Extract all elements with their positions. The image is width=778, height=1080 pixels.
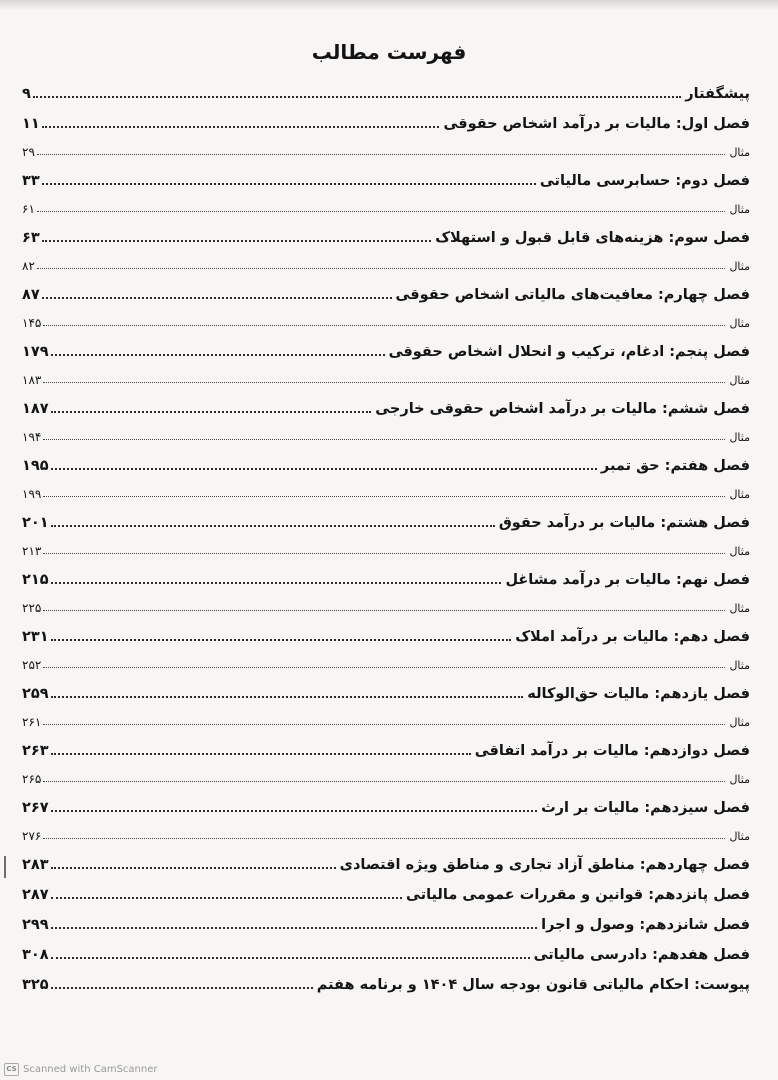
toc-entry-title: مثال [729,773,750,786]
toc-page-number: ۲۹ [22,145,35,159]
toc-entry [22,786,750,816]
toc-page-number: ۲۶۳ [22,743,49,759]
page-title: فهرست مطالب [311,40,467,64]
toc-example-entry [22,531,750,558]
dot-leader [42,240,431,242]
toc-entry-title: فصل اول: مالیات بر درآمد اشخاص حقوقی [443,116,750,132]
toc-example-entry [22,759,750,786]
dot-leader [43,496,725,497]
toc-page-number: ۱۸۳ [22,373,42,387]
toc-page-number: ۱۱ [22,116,40,132]
dot-leader [51,957,530,959]
toc-entry [22,273,750,303]
dot-leader [43,724,725,725]
dot-leader [42,126,440,128]
toc-page-number: ۸۲ [22,259,35,273]
toc-entry [22,729,750,759]
toc-entry-title: مثال [729,545,750,558]
toc-page-number: ۹ [22,86,31,102]
scan-edge-mark [4,856,6,878]
toc-entry [22,102,750,132]
dot-leader [51,582,502,584]
camscanner-icon: CS [4,1063,19,1076]
toc-entry [22,903,750,933]
toc-entry-title: مثال [729,431,750,444]
toc-page-number: ۲۵۲ [22,658,42,672]
dot-leader [51,867,336,869]
dot-leader [51,354,385,356]
toc-entry-title: مثال [729,830,750,843]
toc-entry-title: فصل یازدهم: مالیات حق‌الوکاله [527,686,750,702]
toc-entry [22,873,750,903]
toc-entry [22,615,750,645]
toc-entry-title: مثال [729,317,750,330]
dot-leader [42,297,392,299]
dot-leader [37,211,726,212]
toc-page-number: ۲۱۵ [22,572,49,588]
dot-leader [51,897,402,899]
toc-entry-title: فصل هفتم: حق تمبر [600,458,750,474]
toc-entry-title: پیوست: احکام مالیاتی قانون بودجه سال ۱۴۰۴ و برنامه هفتم [316,977,750,993]
toc-example-entry [22,417,750,444]
toc-entry-title: مثال [729,374,750,387]
scan-top-edge [0,0,778,10]
dot-leader [43,325,725,326]
toc-entry [22,843,750,873]
toc-example-entry [22,246,750,273]
dot-leader [51,927,538,929]
toc-entry-title: فصل چهارم: معافیت‌های مالیاتی اشخاص حقوقی [395,287,750,303]
toc-page-number: ۳۰۸ [22,947,49,963]
dot-leader [42,183,536,185]
toc-entry [22,501,750,531]
dot-leader [43,382,725,383]
table-of-contents [22,80,750,993]
toc-page-number: ۲۶۱ [22,715,42,729]
toc-entry-title: مثال [729,488,750,501]
toc-entry-title: فصل شانزدهم: وصول و اجرا [541,917,750,933]
scanner-watermark [4,1061,158,1077]
toc-entry-title: مثال [729,602,750,615]
toc-entry-title: فصل دوازدهم: مالیات بر درآمد اتفاقی [474,743,750,759]
dot-leader [51,810,538,812]
dot-leader [51,468,597,470]
toc-entry-title: فصل پانزدهم: قوانین و مقررات عمومی مالیاتی [405,887,750,903]
toc-page-number: ۲۹۹ [22,917,49,933]
toc-page-number: ۲۸۳ [22,857,49,873]
dot-leader [51,639,512,641]
dot-leader [33,96,681,98]
toc-entry-title: فصل پنجم: ادغام، ترکیب و انحلال اشخاص حقوقی [388,344,750,360]
toc-entry [22,444,750,474]
toc-page-number: ۱۹۴ [22,430,42,444]
toc-page-number: ۱۹۵ [22,458,49,474]
toc-entry-title: فصل سوم: هزینه‌های قابل قبول و استهلاک [435,230,750,246]
toc-example-entry [22,702,750,729]
dot-leader [51,696,524,698]
dot-leader [37,154,726,155]
dot-leader [43,553,725,554]
toc-page-number: ۲۲۵ [22,601,42,615]
toc-page-number: ۳۲۵ [22,977,49,993]
toc-entry-title: فصل دهم: مالیات بر درآمد املاک [515,629,750,645]
toc-entry [22,933,750,963]
toc-entry-title: فصل هفدهم: دادرسی مالیاتی [533,947,750,963]
toc-page-number: ۱۷۹ [22,344,49,360]
toc-page-number: ۱۹۹ [22,487,42,501]
toc-entry-title: فصل نهم: مالیات بر درآمد مشاغل [505,572,750,588]
toc-entry-title: فصل دوم: حسابرسی مالیاتی [539,173,750,189]
toc-entry [22,672,750,702]
toc-entry-title: مثال [729,146,750,159]
dot-leader [51,753,471,755]
toc-example-entry [22,132,750,159]
toc-page-number: ۲۵۹ [22,686,49,702]
dot-leader [43,439,725,440]
toc-entry-title: فصل چهاردهم: مناطق آزاد تجاری و مناطق ویژه اقتصادی [339,857,750,873]
toc-entry [22,963,750,993]
toc-example-entry [22,816,750,843]
toc-page-number: ۳۳ [22,173,40,189]
toc-example-entry [22,189,750,216]
toc-page-number: ۶۱ [22,202,35,216]
toc-entry-title: فصل ششم: مالیات بر درآمد اشخاص حقوقی خارجی [375,401,750,417]
toc-example-entry [22,474,750,501]
toc-page-number: ۱۸۷ [22,401,49,417]
toc-entry-title: مثال [729,260,750,273]
toc-example-entry [22,645,750,672]
toc-entry [22,80,750,102]
dot-leader [43,667,725,668]
toc-example-entry [22,588,750,615]
dot-leader [51,987,313,989]
toc-entry-title: مثال [729,659,750,672]
toc-entry [22,159,750,189]
toc-page-number: ۸۷ [22,287,40,303]
toc-entry [22,387,750,417]
toc-example-entry [22,360,750,387]
dot-leader [43,781,725,782]
dot-leader [43,610,725,611]
toc-example-entry [22,303,750,330]
toc-entry-title: فصل سیزدهم: مالیات بر ارث [541,800,750,816]
toc-page-number: ۲۸۷ [22,887,49,903]
dot-leader [43,838,725,839]
toc-entry [22,216,750,246]
toc-page-number: ۶۳ [22,230,40,246]
toc-entry-title: پیشگفتار [685,86,750,102]
toc-page-number: ۲۰۱ [22,515,49,531]
dot-leader [51,525,495,527]
scanner-watermark-text: Scanned with CamScanner [23,1063,158,1075]
toc-page-number: ۲۳۱ [22,629,49,645]
toc-entry-title: فصل هشتم: مالیات بر درآمد حقوق [498,515,750,531]
toc-page-number: ۲۷۶ [22,829,42,843]
toc-entry [22,558,750,588]
toc-entry-title: مثال [729,203,750,216]
toc-page-number: ۲۶۷ [22,800,49,816]
toc-page-number: ۱۴۵ [22,316,42,330]
toc-entry [22,330,750,360]
dot-leader [37,268,726,269]
toc-page-number: ۲۶۵ [22,772,42,786]
toc-page-number: ۲۱۳ [22,544,42,558]
dot-leader [51,411,372,413]
toc-entry-title: مثال [729,716,750,729]
